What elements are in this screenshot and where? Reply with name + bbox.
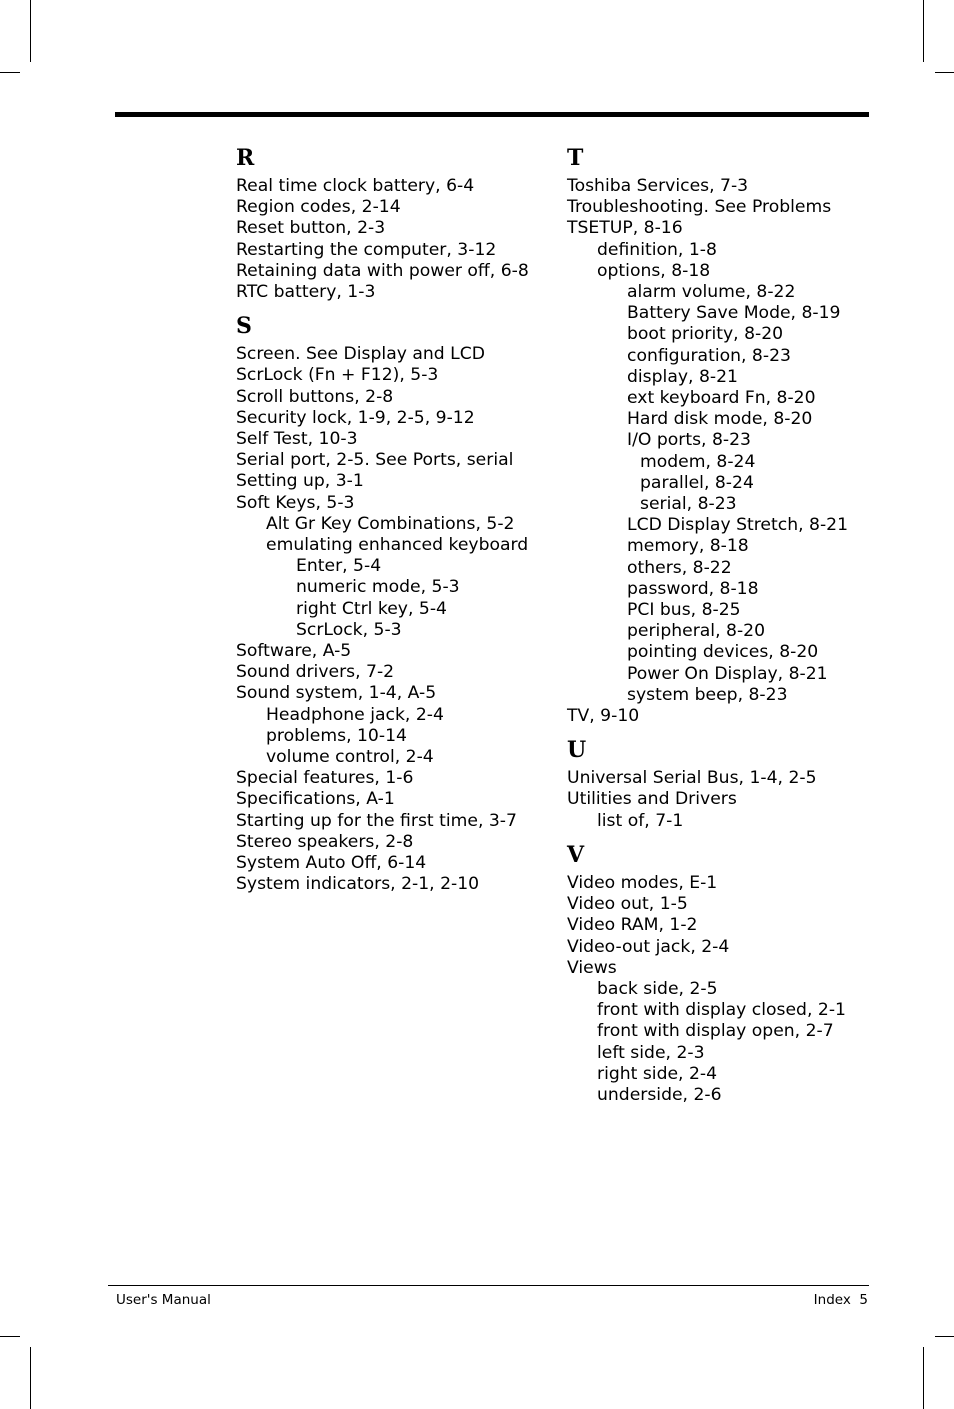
index-subentry: numeric mode, 5-3 <box>296 577 460 598</box>
index-entry: Troubleshooting. See Problems <box>567 197 832 218</box>
index-entry: Reset button, 2-3 <box>236 218 386 239</box>
index-entry: Real time clock battery, 6-4 <box>236 176 475 196</box>
index-letter-heading: V <box>567 841 585 868</box>
index-entry: RTC battery, 1-3 <box>236 282 376 303</box>
index-subentry: peripheral, 8-20 <box>627 621 766 642</box>
index-subentry: Headphone jack, 2-4 <box>266 704 444 725</box>
index-subentry: volume control, 2-4 <box>266 747 434 768</box>
crop-mark <box>923 1347 924 1409</box>
footer-manual-title: User's Manual <box>116 1292 211 1308</box>
index-entry: Restarting the computer, 3-12 <box>236 239 497 260</box>
index-letter-heading: S <box>236 313 252 340</box>
index-subentry: definition, 1-8 <box>597 239 717 260</box>
index-entry: Scroll buttons, 2-8 <box>236 386 394 407</box>
index-subentry: ScrLock, 5-3 <box>296 619 402 640</box>
index-letter-heading: U <box>567 737 587 764</box>
index-letter-heading: T <box>567 145 584 171</box>
index-entry: Starting up for the first time, 3-7 <box>236 810 517 831</box>
index-subentry: front with display closed, 2-1 <box>597 1000 846 1021</box>
index-subentry: Alt Gr Key Combinations, 5-2 <box>266 513 515 534</box>
index-subentry: others, 8-22 <box>627 557 732 578</box>
index-column-left <box>236 145 546 896</box>
crop-mark <box>935 1336 954 1337</box>
header-rule <box>115 112 869 117</box>
index-entry: Utilities and Drivers <box>567 789 737 810</box>
index-subentry: emulating enhanced keyboard <box>266 535 529 556</box>
index-entry: Setting up, 3-1 <box>236 471 364 492</box>
index-subentry: back side, 2-5 <box>597 978 718 999</box>
index-entry: Video-out jack, 2-4 <box>567 936 730 957</box>
index-subentry: system beep, 8-23 <box>627 684 788 705</box>
index-subentry: I/O ports, 8-23 <box>627 430 751 451</box>
index-subentry: Hard disk mode, 8-20 <box>627 409 813 430</box>
index-entry: Sound system, 1-4, A-5 <box>236 683 437 704</box>
index-entry: Universal Serial Bus, 1-4, 2-5 <box>567 768 817 789</box>
index-subentry: options, 8-18 <box>597 260 711 281</box>
crop-mark <box>0 72 20 73</box>
index-entry: System indicators, 2-1, 2-10 <box>236 874 480 895</box>
index-entry: Soft Keys, 5-3 <box>236 492 355 513</box>
index-entry: Screen. See Display and LCD <box>236 344 485 365</box>
index-entry: Security lock, 1-9, 2-5, 9-12 <box>236 407 475 428</box>
index-subentry: modem, 8-24 <box>640 451 756 472</box>
index-subentry: serial, 8-23 <box>640 494 737 515</box>
index-subentry: right Ctrl key, 5-4 <box>296 598 447 619</box>
index-entry: Toshiba Services, 7-3 <box>567 176 749 196</box>
index-subentry: left side, 2-3 <box>597 1042 705 1063</box>
index-entry: Self Test, 10-3 <box>236 429 358 450</box>
index-subentry: ext keyboard Fn, 8-20 <box>627 388 816 409</box>
index-entry: TSETUP, 8-16 <box>567 218 683 239</box>
index-entry: Video RAM, 1-2 <box>567 915 698 936</box>
index-letter-heading: R <box>236 145 255 171</box>
index-entry: Stereo speakers, 2-8 <box>236 831 414 852</box>
index-column-right <box>567 145 867 1106</box>
index-entry: System Auto Off, 6-14 <box>236 853 427 874</box>
index-subentry: pointing devices, 8-20 <box>627 642 819 663</box>
index-subentry: problems, 10-14 <box>266 725 407 746</box>
index-subentry: Power On Display, 8-21 <box>627 663 828 684</box>
index-entry: Video out, 1-5 <box>567 894 688 915</box>
crop-mark <box>30 0 31 62</box>
index-subentry: LCD Display Stretch, 8-21 <box>627 515 849 536</box>
index-entry: Views <box>567 957 617 978</box>
index-entry: Video modes, E-1 <box>567 872 718 893</box>
index-subentry: PCI bus, 8-25 <box>627 600 741 621</box>
index-subentry: list of, 7-1 <box>597 810 684 831</box>
index-subentry: password, 8-18 <box>627 578 759 599</box>
index-entry: Region codes, 2-14 <box>236 197 401 218</box>
index-subentry: memory, 8-18 <box>627 536 749 557</box>
index-entry: Specifications, A-1 <box>236 789 395 810</box>
footer-page-number: Index 5 <box>813 1292 868 1308</box>
index-subentry: right side, 2-4 <box>597 1063 718 1084</box>
index-subentry: alarm volume, 8-22 <box>627 282 796 303</box>
index-subentry: display, 8-21 <box>627 366 738 387</box>
index-entry: Software, A-5 <box>236 641 352 662</box>
index-subentry: Battery Save Mode, 8-19 <box>627 303 841 324</box>
index-subentry: Enter, 5-4 <box>296 556 382 577</box>
index-entry: Serial port, 2-5. See Ports, serial <box>236 450 514 471</box>
index-entry: TV, 9-10 <box>567 706 640 727</box>
index-subentry: underside, 2-6 <box>597 1084 722 1105</box>
crop-mark <box>30 1347 31 1409</box>
index-subentry: front with display open, 2-7 <box>597 1021 834 1042</box>
index-subentry: parallel, 8-24 <box>640 472 754 493</box>
index-entry: Retaining data with power off, 6-8 <box>236 260 529 281</box>
footer-rule <box>108 1285 869 1286</box>
crop-mark <box>923 0 924 62</box>
index-entry: Sound drivers, 7-2 <box>236 662 395 683</box>
index-subentry: configuration, 8-23 <box>627 345 791 366</box>
crop-mark <box>935 72 954 73</box>
index-subentry: boot priority, 8-20 <box>627 324 784 345</box>
index-entry: ScrLock (Fn + F12), 5-3 <box>236 365 439 386</box>
crop-mark <box>0 1336 20 1337</box>
index-entry: Special features, 1-6 <box>236 768 414 789</box>
